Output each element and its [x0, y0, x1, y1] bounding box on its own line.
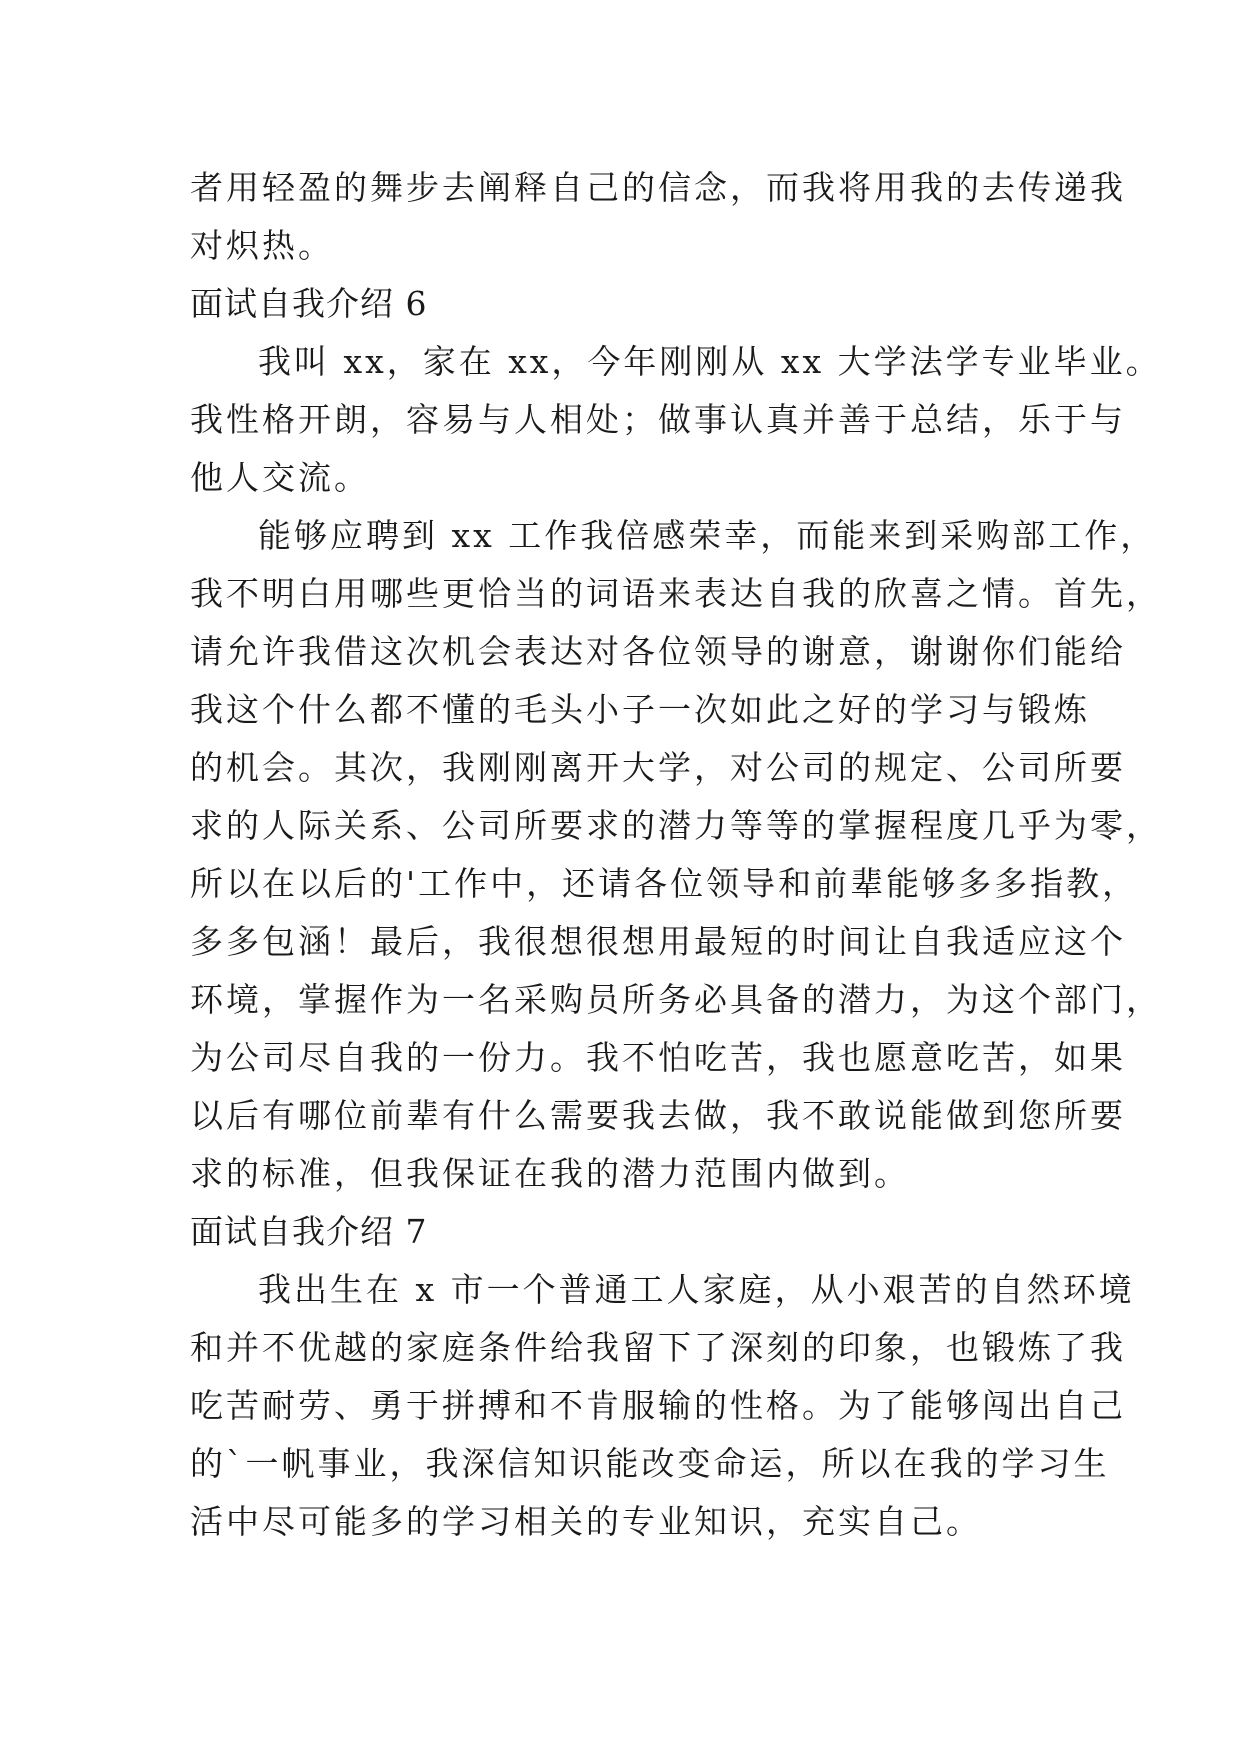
paragraph-first-line: 能够应聘到 xx 工作我倍感荣幸，而能来到采购部工作， — [258, 516, 1157, 555]
text-line: 以后有哪位前辈有什么需要我去做，我不敢说能做到您所要 — [190, 1096, 1126, 1135]
text-line: 多多包涵！最后，我很想很想用最短的时间让自我适应这个 — [190, 922, 1126, 961]
text-line: 求的人际关系、公司所要求的潜力等等的掌握程度几乎为零， — [190, 806, 1162, 845]
text-line: 求的标准，但我保证在我的潜力范围内做到。 — [190, 1154, 910, 1193]
text-line: 我不明白用哪些更恰当的词语来表达自我的欣喜之情。首先， — [190, 574, 1162, 613]
paragraph-first-line: 我叫 xx，家在 xx，今年刚刚从 xx 大学法学专业毕业。 — [258, 342, 1162, 381]
text-line: 所以在以后的'工作中，还请各位领导和前辈能够多多指教， — [190, 864, 1139, 903]
section-heading: 面试自我介绍 7 — [190, 1212, 428, 1251]
text-line: 环境，掌握作为一名采购员所务必具备的潜力，为这个部门， — [190, 980, 1162, 1019]
text-line: 的`一帆事业，我深信知识能改变命运，所以在我的学习生 — [190, 1444, 1110, 1483]
text-line: 活中尽可能多的学习相关的专业知识，充实自己。 — [190, 1502, 982, 1541]
text-line: 吃苦耐劳、勇于拼搏和不肯服输的性格。为了能够闯出自己 — [190, 1386, 1126, 1425]
text-line: 请允许我借这次机会表达对各位领导的谢意，谢谢你们能给 — [190, 632, 1126, 671]
section-heading: 面试自我介绍 6 — [190, 284, 428, 323]
text-line: 我性格开朗，容易与人相处；做事认真并善于总结，乐于与 — [190, 400, 1126, 439]
text-line: 者用轻盈的舞步去阐释自己的信念，而我将用我的去传递我 — [190, 168, 1126, 207]
text-line: 对炽热。 — [190, 226, 334, 265]
text-line: 他人交流。 — [190, 458, 370, 497]
paragraph-first-line: 我出生在 x 市一个普通工人家庭，从小艰苦的自然环境 — [258, 1270, 1135, 1309]
text-line: 和并不优越的家庭条件给我留下了深刻的印象，也锻炼了我 — [190, 1328, 1126, 1367]
text-line: 的机会。其次，我刚刚离开大学，对公司的规定、公司所要 — [190, 748, 1126, 787]
text-line: 我这个什么都不懂的毛头小子一次如此之好的学习与锻炼 — [190, 690, 1090, 729]
text-line: 为公司尽自我的一份力。我不怕吃苦，我也愿意吃苦，如果 — [190, 1038, 1126, 1077]
